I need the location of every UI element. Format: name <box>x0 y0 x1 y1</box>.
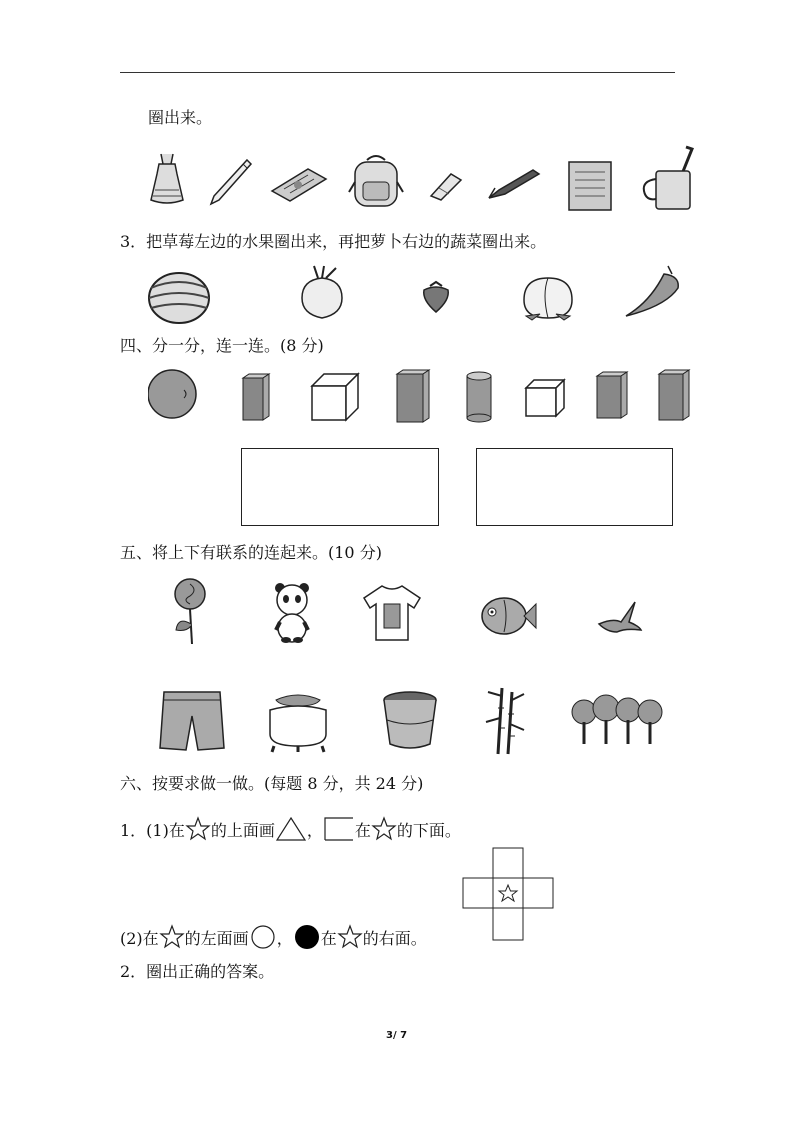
watermelon-image[interactable] <box>145 270 213 326</box>
q2-text-1: 的左面画 <box>184 929 249 948</box>
q2-separator: ， <box>276 929 293 948</box>
section-4-heading: 四、分一分，连一连。(8 分) <box>120 336 324 355</box>
cross-grid[interactable] <box>462 847 554 941</box>
q2-line <box>120 924 427 955</box>
q2-text-2: 在 <box>320 929 337 948</box>
swallow-bird-image[interactable] <box>595 596 643 636</box>
section-5-heading: 五、将上下有联系的连起来。(10 分) <box>120 543 382 562</box>
cuboid-shape-2[interactable] <box>395 368 431 424</box>
chili-pepper-image[interactable] <box>620 262 684 320</box>
pencil-image[interactable] <box>207 156 253 206</box>
star-icon <box>371 816 397 847</box>
book-image[interactable] <box>565 158 615 214</box>
cylinder-shape[interactable] <box>465 370 493 424</box>
q1-text-3: 的下面。 <box>396 821 461 840</box>
q1-text-1: 的上面画 <box>210 821 275 840</box>
strawberry-image[interactable] <box>420 280 452 314</box>
star-icon <box>159 924 185 955</box>
circle-outline-icon <box>249 924 277 955</box>
q2-text-3: 的右面。 <box>362 929 427 948</box>
tshirt-image[interactable] <box>362 582 422 644</box>
q2-tail-text: 圈出来。 <box>148 108 213 127</box>
q3-prompt: 3．把草莓左边的水果圈出来，再把萝卜右边的蔬菜圈出来。 <box>120 232 547 251</box>
q2-label: (2)在 <box>120 929 159 948</box>
sort-box-right[interactable] <box>476 448 673 526</box>
sort-box-left[interactable] <box>241 448 439 526</box>
cuboid-shape-1[interactable] <box>241 372 271 422</box>
basket-image[interactable] <box>382 690 438 752</box>
ball-shape[interactable] <box>148 366 198 422</box>
q1-separator: ， <box>306 821 323 840</box>
cube-shape-1[interactable] <box>310 372 360 422</box>
star-icon <box>337 924 363 955</box>
page-number: 3/ 7 <box>386 1030 408 1041</box>
panda-image[interactable] <box>272 580 312 644</box>
fish-image[interactable] <box>478 592 538 640</box>
cube-shape-2[interactable] <box>524 378 566 418</box>
mug-with-toothbrush-image[interactable] <box>640 145 700 213</box>
q1-label: 1．(1)在 <box>120 821 185 840</box>
fountain-pen-image[interactable] <box>485 164 543 202</box>
backpack-image[interactable] <box>345 152 407 212</box>
header-rule <box>120 72 675 73</box>
bamboo-image[interactable] <box>484 684 526 756</box>
q1-text-2: 在 <box>354 821 371 840</box>
triangle-icon <box>275 816 307 847</box>
shorts-image[interactable] <box>158 688 226 754</box>
radish-image[interactable] <box>296 264 348 320</box>
flower-image[interactable] <box>170 576 210 646</box>
eraser-image[interactable] <box>425 168 465 204</box>
forest-image[interactable] <box>570 692 666 748</box>
peach-image[interactable] <box>518 270 578 322</box>
cuboid-shape-3[interactable] <box>595 370 629 420</box>
pot-image[interactable] <box>262 690 334 754</box>
pencil-case-image[interactable] <box>268 165 330 205</box>
square-icon <box>323 816 355 847</box>
dress-image[interactable] <box>147 150 187 208</box>
q1-line <box>120 816 461 847</box>
q2-prompt: 2．圈出正确的答案。 <box>120 962 275 981</box>
section-6-heading: 六、按要求做一做。(每题 8 分，共 24 分) <box>120 774 424 793</box>
star-icon <box>185 816 211 847</box>
cuboid-shape-4[interactable] <box>657 368 691 422</box>
filled-circle-icon <box>293 924 321 955</box>
